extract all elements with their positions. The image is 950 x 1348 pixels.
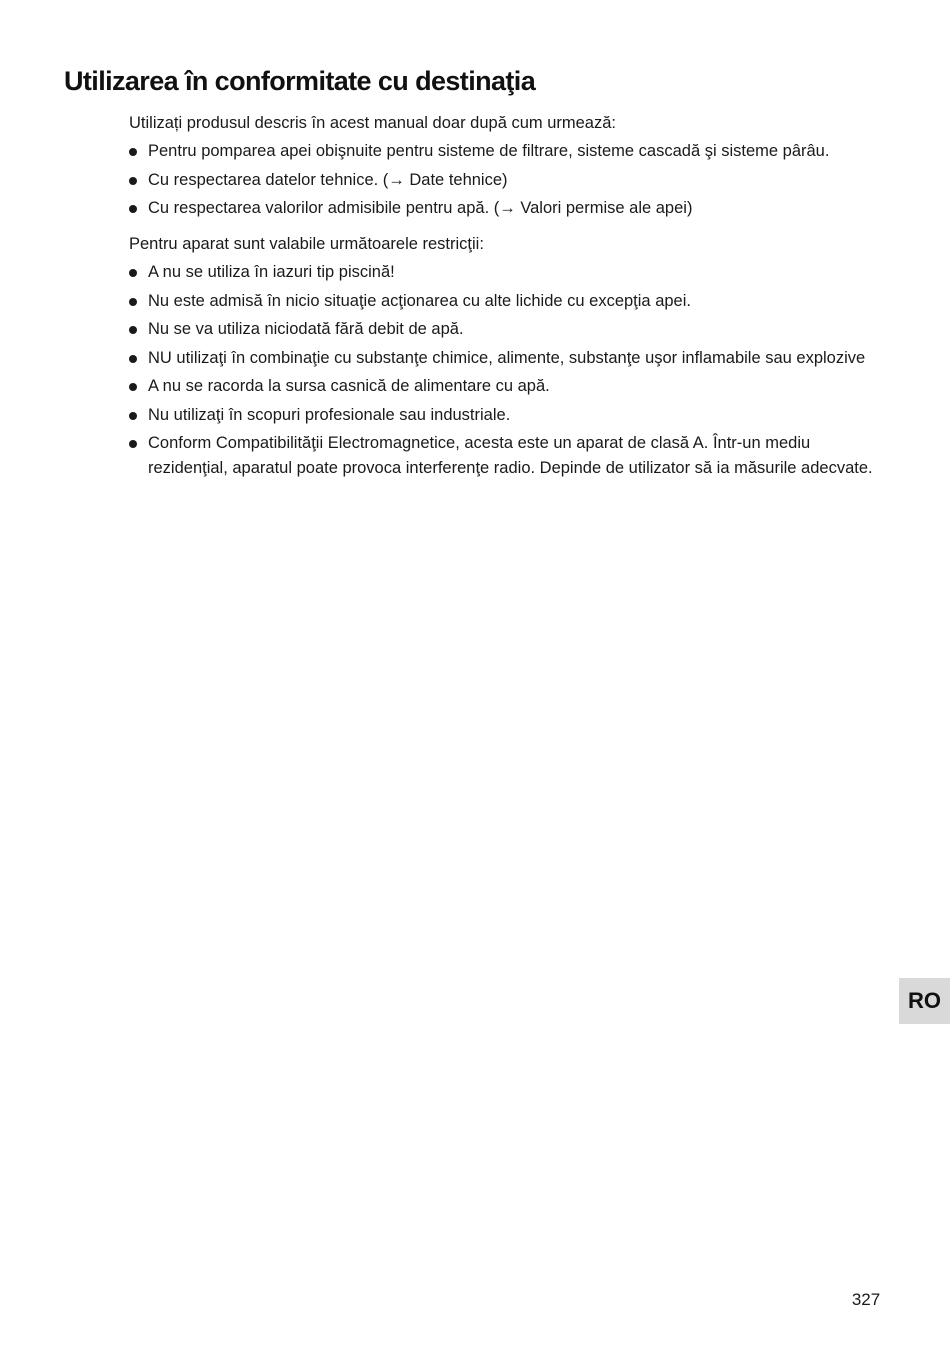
- content-body: [129, 111, 879, 485]
- language-tab: RO: [899, 978, 950, 1024]
- list-item: Pentru pomparea apei obişnuite pentru sisteme de filtrare, sisteme cascadă şi sisteme pârâu.: [129, 139, 879, 164]
- page-number: 327: [851, 1290, 881, 1309]
- list-item: Conform Compatibilităţii Electromagnetice, acesta este un aparat de clasă A. Într-un mediu rezidenţial, aparatul poate provoca interferenţe radio. Depinde de utilizator să ia măsurile adecvate.: [129, 431, 879, 481]
- list-item: Cu respectarea datelor tehnice. (→ Date tehnice): [129, 168, 879, 193]
- list-item: A nu se utiliza în iazuri tip piscină!: [129, 260, 879, 285]
- usage-list: [129, 139, 879, 221]
- usage-intro: Utilizați produsul descris în acest manual doar după cum urmează:: [129, 114, 616, 132]
- list-item: Nu se va utiliza niciodată fără debit de apă.: [129, 317, 879, 342]
- list-item: A nu se racorda la sursa casnică de alimentare cu apă.: [129, 374, 879, 399]
- page-title: Utilizarea în conformitate cu destinaţia: [64, 66, 536, 96]
- list-item: NU utilizaţi în combinaţie cu substanţe chimice, alimente, substanţe uşor inflamabile sau explozive: [129, 346, 879, 371]
- restrictions-intro: Pentru aparat sunt valabile următoarele restricţii:: [129, 235, 484, 253]
- list-item: Nu este admisă în nicio situaţie acţionarea cu alte lichide cu excepţia apei.: [129, 289, 879, 314]
- list-item: Cu respectarea valorilor admisibile pentru apă. (→ Valori permise ale apei): [129, 196, 879, 221]
- restrictions-list: [129, 260, 879, 481]
- list-item: Nu utilizaţi în scopuri profesionale sau industriale.: [129, 403, 879, 428]
